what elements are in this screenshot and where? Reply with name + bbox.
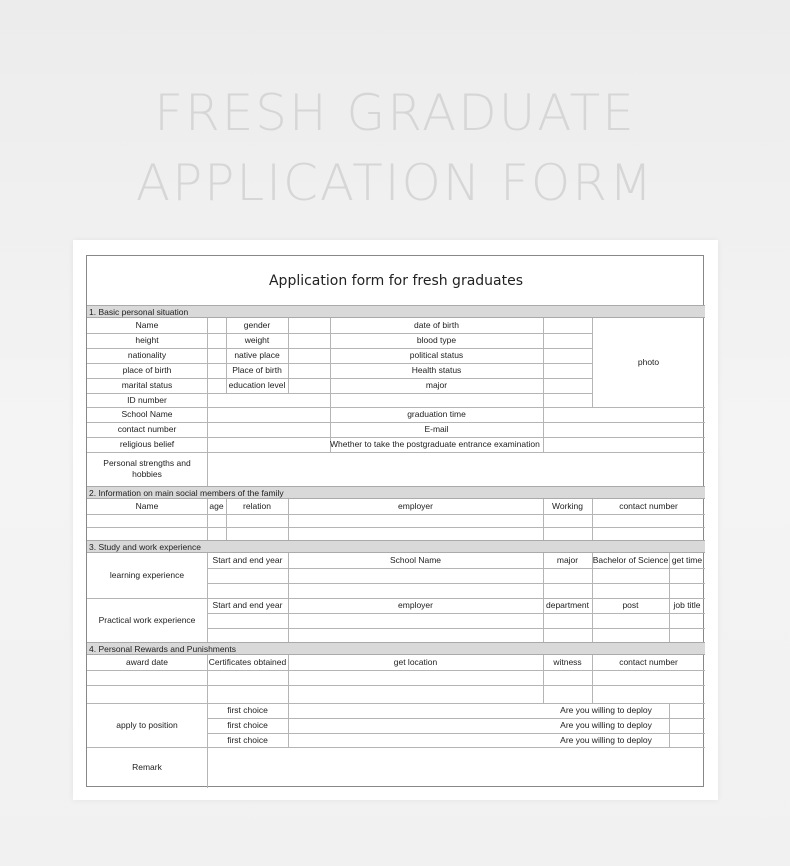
label-blood-type: blood type bbox=[416, 335, 457, 345]
label-deploy-1: Are you willing to deploy bbox=[560, 705, 652, 715]
label-deploy-2: Are you willing to deploy bbox=[560, 720, 652, 730]
label-name: Name bbox=[135, 320, 159, 330]
grid-line bbox=[87, 670, 705, 671]
label-postgraduate-exam: Whether to take the postgraduate entrance examination bbox=[330, 439, 540, 449]
grid-line bbox=[207, 583, 705, 584]
label-first-choice-3: first choice bbox=[227, 734, 268, 745]
study-col-major: major bbox=[556, 555, 579, 565]
label-contact-number: contact number bbox=[117, 424, 177, 434]
label-marital-status: marital status bbox=[121, 380, 173, 390]
grid-line bbox=[669, 703, 670, 747]
label-first-choice-2: first choice bbox=[227, 720, 268, 730]
label-native-place: native place bbox=[234, 350, 280, 360]
label-place-of-birth-2: Place of birth bbox=[232, 365, 282, 375]
family-col-age: age bbox=[209, 501, 224, 511]
label-date-of-birth: date of birth bbox=[414, 320, 459, 330]
reward-col-award-date: award date bbox=[125, 657, 169, 667]
section-rewards: 4. Personal Rewards and Punishments bbox=[87, 642, 705, 655]
label-health-status: Health status bbox=[411, 365, 462, 375]
label-major: major bbox=[425, 380, 448, 390]
study-col-bachelor: Bachelor of Science bbox=[592, 555, 669, 565]
form-paper bbox=[73, 240, 718, 800]
label-weight: weight bbox=[244, 335, 270, 345]
label-height: height bbox=[135, 335, 159, 345]
study-col-school: School Name bbox=[389, 555, 442, 565]
family-col-employer: employer bbox=[398, 501, 433, 511]
hero-line-2: APPLICATION FORM bbox=[135, 154, 655, 212]
section-study-work: 3. Study and work experience bbox=[87, 540, 705, 553]
label-apply-position: apply to position bbox=[116, 719, 178, 730]
family-col-relation: relation bbox=[243, 501, 271, 511]
grid-line bbox=[288, 318, 289, 393]
label-learning-experience: learning experience bbox=[109, 570, 185, 580]
grid-line bbox=[87, 514, 705, 515]
form-title: Application form for fresh graduates bbox=[268, 273, 524, 289]
label-first-choice-1: first choice bbox=[227, 705, 268, 715]
hero-title bbox=[0, 78, 790, 218]
reward-col-location: get location bbox=[393, 657, 438, 667]
form-sheet bbox=[86, 255, 704, 787]
label-place-of-birth: place of birth bbox=[122, 365, 172, 375]
label-email: E-mail bbox=[424, 424, 449, 434]
reward-col-contact: contact number bbox=[619, 657, 678, 667]
work-col-start-end: Start and end year bbox=[212, 600, 283, 610]
hero-line-1: FRESH GRADUATE bbox=[154, 84, 636, 142]
grid-line bbox=[207, 568, 705, 569]
label-graduation-time: graduation time bbox=[407, 409, 466, 419]
reward-col-certificates: Certificates obtained bbox=[208, 657, 287, 667]
section-basic: 1. Basic personal situation bbox=[87, 305, 705, 318]
grid-line bbox=[543, 318, 544, 452]
family-col-contact: contact number bbox=[619, 501, 678, 511]
work-col-job-title: job title bbox=[673, 600, 701, 610]
label-education-level: education level bbox=[228, 380, 286, 390]
work-col-employer: employer bbox=[398, 600, 433, 610]
grid-line bbox=[207, 628, 705, 629]
study-col-get-time: get time bbox=[671, 555, 703, 565]
family-col-name: Name bbox=[135, 501, 159, 511]
work-col-post: post bbox=[622, 600, 639, 610]
label-deploy-3: Are you willing to deploy bbox=[560, 734, 652, 745]
family-col-working: Working bbox=[551, 501, 584, 511]
label-strengths-hobbies: Personal strengths and hobbies bbox=[103, 458, 191, 479]
label-id-number: ID number bbox=[127, 394, 167, 405]
label-nationality: nationality bbox=[127, 350, 167, 360]
label-gender: gender bbox=[243, 320, 271, 330]
section-family: 2. Information on main social members of the family bbox=[87, 486, 705, 499]
label-practical-experience: Practical work experience bbox=[98, 614, 196, 625]
label-remark: Remark bbox=[132, 761, 162, 772]
grid-line bbox=[207, 613, 705, 614]
work-col-department: department bbox=[546, 600, 589, 610]
label-religious-belief: religious belief bbox=[119, 439, 175, 449]
label-political-status: political status bbox=[409, 350, 464, 360]
study-col-start-end: Start and end year bbox=[212, 555, 283, 565]
photo-box[interactable]: photo bbox=[637, 357, 660, 367]
label-school-name: School Name bbox=[121, 409, 173, 419]
grid-line bbox=[87, 685, 705, 686]
grid-line bbox=[87, 527, 705, 528]
grid-line bbox=[207, 318, 208, 486]
reward-col-witness: witness bbox=[553, 657, 582, 667]
